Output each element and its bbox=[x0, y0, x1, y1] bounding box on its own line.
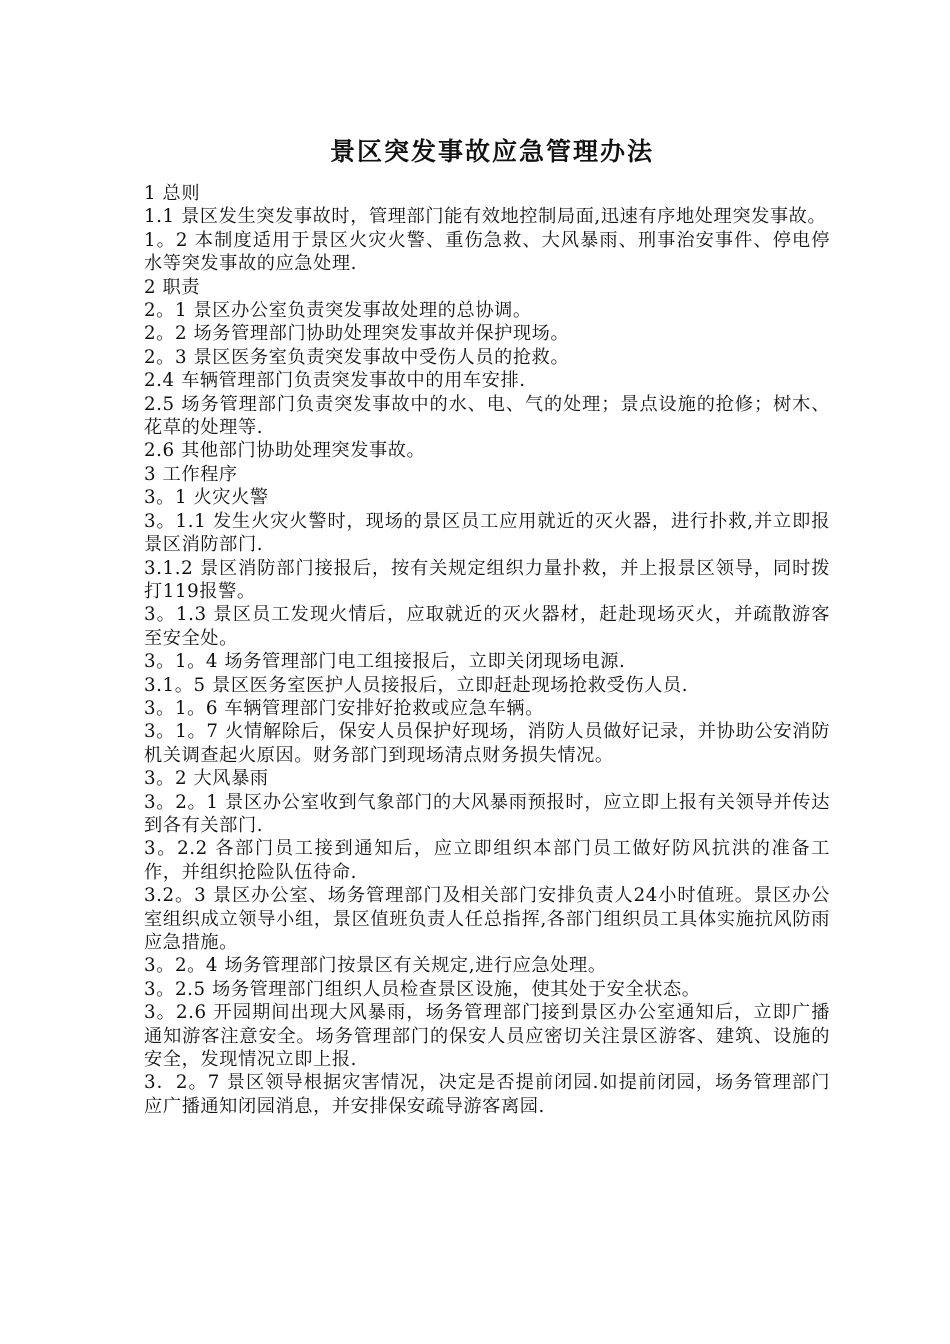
paragraph: 3.1.2 景区消防部门接报后，按有关规定组织力量扑救，并上报景区领导，同时拨打119报警。 bbox=[144, 557, 830, 602]
paragraph: 3。1.1 发生火灾火警时，现场的景区员工应用就近的灭火器，进行扑救,并立即报景区消防部门. bbox=[144, 510, 830, 556]
paragraph: 3．2。7 景区领导根据灾害情况，决定是否提前闭园.如提前闭园，场务管理部门应广播通知闭园消息，并安排保安疏导游客离园. bbox=[144, 1072, 830, 1117]
paragraph: 3。2.5 场务管理部门组织人员检查景区设施，使其处于安全状态。 bbox=[144, 978, 701, 1000]
subsection-heading: 3。2 大风暴雨 bbox=[144, 768, 269, 790]
section-heading: 3 工作程序 bbox=[144, 463, 238, 485]
document-title: 景区突发事故应急管理办法 bbox=[329, 137, 654, 166]
section-heading: 1 总则 bbox=[144, 183, 201, 204]
paragraph: 3。2。4 场务管理部门按景区有关规定,进行应急处理。 bbox=[144, 955, 607, 977]
subsection-heading: 3。1 火灾火警 bbox=[144, 487, 269, 509]
paragraph: 3.2。3 景区办公室、场务管理部门及相关部门安排负责人24小时值班。景区办公室组织成立领导小组，景区值班负责人任总指挥,各部门组织员工具体实施抗风防雨应急措施。 bbox=[144, 885, 830, 953]
paragraph: 1。2 本制度适用于景区火灾火警、重伤急救、大风暴雨、刑事治安事件、停电停水等突发事故的应急处理. bbox=[144, 229, 830, 275]
paragraph: 2。3 景区医务室负责突发事故中受伤人员的抢救。 bbox=[144, 346, 570, 368]
paragraph: 3。1。6 车辆管理部门安排好抢救或应急车辆。 bbox=[144, 697, 544, 719]
paragraph: 3。1.3 景区员工发现火情后，应取就近的灭火器材，赶赴现场灭火，并疏散游客至安全处。 bbox=[144, 604, 830, 649]
paragraph: 3.1。5 景区医务室医护人员接报后，立即赶赴现场抢救受伤人员. bbox=[144, 674, 689, 696]
paragraph: 2.4 车辆管理部门负责突发事故中的用车安排. bbox=[144, 370, 526, 392]
paragraph: 2.6 其他部门协助处理突发事故。 bbox=[144, 440, 426, 462]
paragraph: 2。2 场务管理部门协助处理突发事故并保护现场。 bbox=[144, 323, 570, 345]
section-heading: 2 职责 bbox=[144, 276, 201, 298]
paragraph: 3。1。7 火情解除后，保安人员保护好现场，消防人员做好记录，并协助公安消防机关调查起火原因。财务部门到现场清点财务损失情况。 bbox=[144, 721, 830, 766]
paragraph: 3。2.2 各部门员工接到通知后，应立即组织本部门员工做好防风抗洪的准备工作，并组织抢险队伍待命. bbox=[144, 838, 830, 883]
paragraph: 2。1 景区办公室负责突发事故处理的总协调。 bbox=[144, 300, 532, 322]
paragraph: 3。2.6 开园期间出现大风暴雨，场务管理部门接到景区办公室通知后，立即广播通知游客注意安全。场务管理部门的保安人员应密切关注景区游客、建筑、设施的安全，发现情况立即上报. bbox=[144, 1002, 830, 1071]
paragraph: 3。2。1 景区办公室收到气象部门的大风暴雨预报时，应立即上报有关领导并传达到各有关部门. bbox=[144, 791, 830, 836]
paragraph: 1.1 景区发生突发事故时，管理部门能有效地控制局面,迅速有序地处理突发事故。 bbox=[144, 206, 827, 228]
paragraph: 3。1。4 场务管理部门电工组接报后，立即关闭现场电源. bbox=[144, 651, 626, 673]
paragraph: 2.5 场务管理部门负责突发事故中的水、电、气的处理；景点设施的抢修；树木、花草的处理等. bbox=[144, 393, 830, 439]
document-body bbox=[144, 182, 830, 1118]
